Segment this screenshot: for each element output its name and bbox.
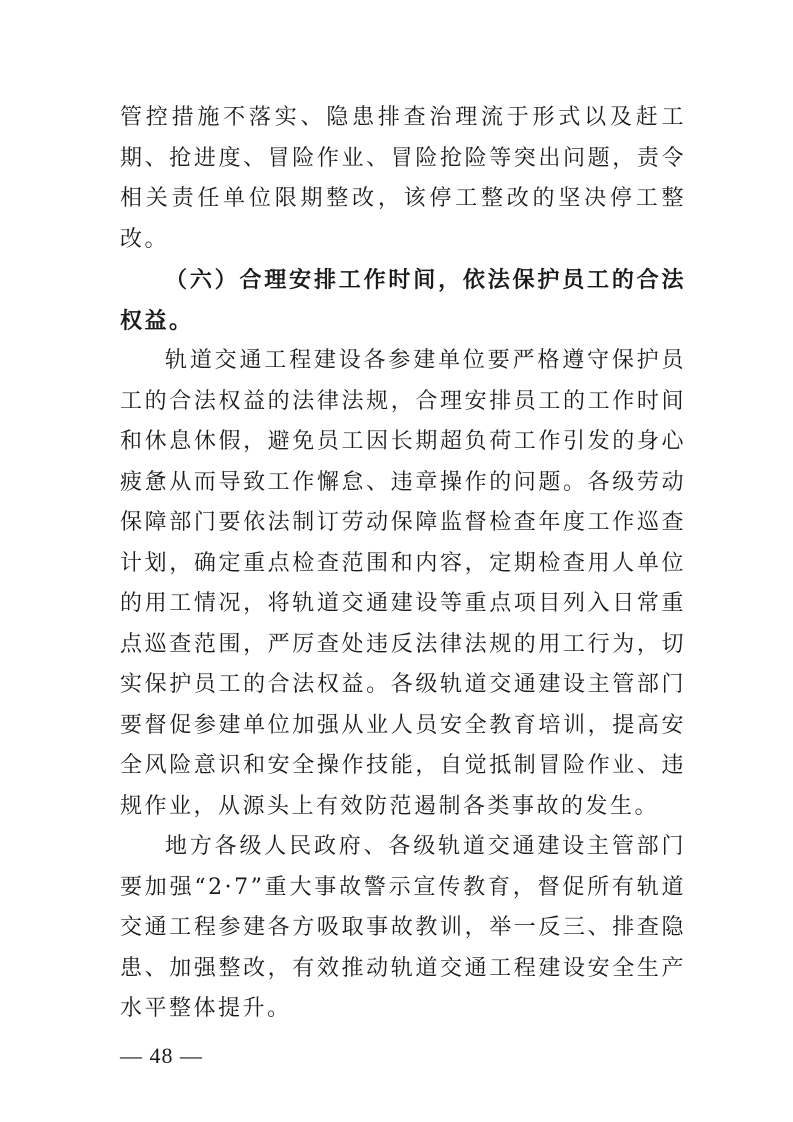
paragraph-closing: 地方各级人民政府、各级轨道交通建设主管部门要加强“2·7”重大事故警示宣传教育，督促所有轨道交通工程参建各方吸取事故教训，举一反三、排查隐患、加强整改，有效推动轨道交通工程建设安全生产水平整体提升。 bbox=[120, 834, 686, 1021]
paragraph-continuation: 管控措施不落实、隐患排查治理流于形式以及赶工期、抢进度、冒险作业、冒险抢险等突出问题，责令相关责任单位限期整改，该停工整改的坚决停工整改。 bbox=[120, 105, 686, 252]
page-number: — 48 — bbox=[120, 1043, 203, 1068]
document-body bbox=[120, 98, 686, 1030]
paragraph-section-6-body: 轨道交通工程建设各参建单位要严格遵守保护员工的合法权益的法律法规，合理安排员工的工作时间和休息休假，避免员工因长期超负荷工作引发的身心疲惫从而导致工作懈怠、违章操作的问题。各级劳动保障部门要依法制订劳动保障监督检查年度工作巡查计划，确定重点检查范围和内容，定期检查用人单位的用工情况，将轨道交通建设等重点项目列入日常重点巡查范围，严厉查处违反法律法规的用工行为，切实保护员工的合法权益。各级轨道交通建设主管部门要督促参建单位加强从业人员安全教育培训，提高安全风险意识和安全操作技能，自觉抵制冒险作业、违规作业，从源头上有效防范遏制各类事故的发生。 bbox=[120, 348, 686, 819]
section-heading-6: （六）合理安排工作时间，依法保护员工的合法权益。 bbox=[120, 267, 686, 334]
